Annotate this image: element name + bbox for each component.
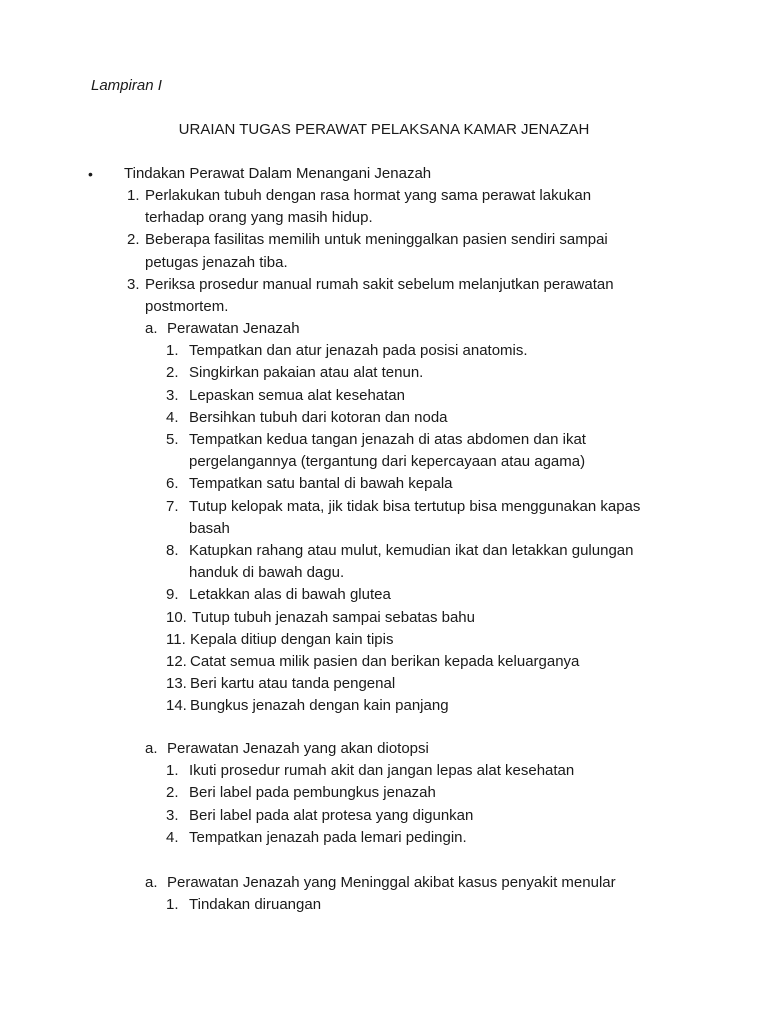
step-text: terhadap orang yang masih hidup. bbox=[145, 209, 373, 227]
list-item-text: handuk di bawah dagu. bbox=[189, 564, 345, 582]
appendix-label: Lampiran I bbox=[91, 77, 162, 94]
list-item-number: 1. bbox=[166, 342, 179, 360]
list-item-number: 3. bbox=[166, 386, 179, 404]
bullet-heading: Tindakan Perawat Dalam Menangani Jenazah bbox=[124, 165, 432, 182]
section-heading: Perawatan Jenazah yang akan diotopsi bbox=[167, 740, 429, 757]
list-item-number: 13. bbox=[166, 675, 187, 693]
list-item-text: Lepaskan semua alat kesehatan bbox=[189, 386, 405, 404]
list-item-number: 1. bbox=[166, 762, 179, 780]
step-text: postmortem. bbox=[145, 298, 229, 315]
list-item-text: Letakkan alas di bawah glutea bbox=[189, 586, 391, 604]
list-item-text: Tutup tubuh jenazah sampai sebatas bahu bbox=[192, 608, 475, 626]
list-item-number: 4. bbox=[166, 828, 179, 846]
step-text: Periksa prosedur manual rumah sakit sebelum melanjutkan perawatan bbox=[145, 275, 614, 293]
list-item-text: Singkirkan pakaian atau alat tenun. bbox=[189, 364, 424, 382]
step-text: petugas jenazah tiba. bbox=[145, 253, 288, 271]
list-item-number: 9. bbox=[166, 586, 179, 604]
list-item-number: 2. bbox=[166, 364, 179, 382]
step-text: Beberapa fasilitas memilih untuk meninggalkan pasien sendiri sampai bbox=[145, 231, 608, 249]
list-item-text: Tempatkan jenazah pada lemari pedingin. bbox=[189, 828, 467, 846]
section-heading: Perawatan Jenazah bbox=[167, 320, 300, 337]
list-item-number: 7. bbox=[166, 497, 179, 515]
list-item-number: 5. bbox=[166, 431, 179, 448]
list-item-number: 11. bbox=[166, 630, 186, 648]
step-text: Perlakukan tubuh dengan rasa hormat yang sama perawat lakukan bbox=[145, 187, 592, 204]
list-item-text: Tempatkan dan atur jenazah pada posisi anatomis. bbox=[189, 342, 528, 360]
list-item-number: 1. bbox=[166, 896, 179, 914]
list-item-number: 8. bbox=[166, 542, 179, 559]
list-item-text: Bersihkan tubuh dari kotoran dan noda bbox=[189, 408, 448, 426]
list-item-text: basah bbox=[189, 519, 230, 537]
list-item-text: Beri kartu atau tanda pengenal bbox=[190, 675, 396, 693]
step-number: 1. bbox=[127, 187, 140, 204]
list-item-number: 4. bbox=[166, 408, 179, 426]
list-item-number: 6. bbox=[166, 475, 179, 493]
step-number: 3. bbox=[127, 275, 140, 293]
list-item-text: Catat semua milik pasien dan berikan kepada keluarganya bbox=[190, 653, 580, 670]
bullet-marker: • bbox=[88, 166, 93, 182]
list-item-number: 14. bbox=[166, 697, 187, 715]
list-item-number: 3. bbox=[166, 806, 179, 824]
list-item-text: Tindakan diruangan bbox=[189, 896, 322, 914]
section-marker: a. bbox=[145, 740, 158, 757]
list-item-text: Ikuti prosedur rumah akit dan jangan lepas alat kesehatan bbox=[189, 762, 575, 780]
document-title: URAIAN TUGAS PERAWAT PELAKSANA KAMAR JENAZAH bbox=[178, 121, 590, 138]
list-item-number: 12. bbox=[166, 653, 187, 670]
list-item-number: 2. bbox=[166, 784, 179, 802]
section-marker: a. bbox=[145, 874, 158, 891]
section-marker: a. bbox=[145, 320, 158, 337]
list-item-text: Bungkus jenazah dengan kain panjang bbox=[190, 697, 449, 715]
list-item-text: Tempatkan kedua tangan jenazah di atas abdomen dan ikat bbox=[189, 431, 586, 448]
list-item-text: Katupkan rahang atau mulut, kemudian ikat dan letakkan gulungan bbox=[189, 542, 634, 559]
list-item-text: Tempatkan satu bantal di bawah kepala bbox=[189, 475, 453, 493]
list-item-text: Tutup kelopak mata, jik tidak bisa tertutup bisa menggunakan kapas bbox=[189, 497, 641, 515]
list-item-text: Kepala ditiup dengan kain tipis bbox=[190, 630, 394, 648]
section-heading: Perawatan Jenazah yang Meninggal akibat kasus penyakit menular bbox=[167, 874, 616, 891]
list-item-number: 10. bbox=[166, 608, 187, 626]
step-number: 2. bbox=[127, 231, 140, 249]
list-item-text: Beri label pada alat protesa yang digunkan bbox=[189, 806, 474, 824]
list-item-text: Beri label pada pembungkus jenazah bbox=[189, 784, 436, 802]
list-item-text: pergelangannya (tergantung dari kepercayaan atau agama) bbox=[189, 453, 586, 471]
